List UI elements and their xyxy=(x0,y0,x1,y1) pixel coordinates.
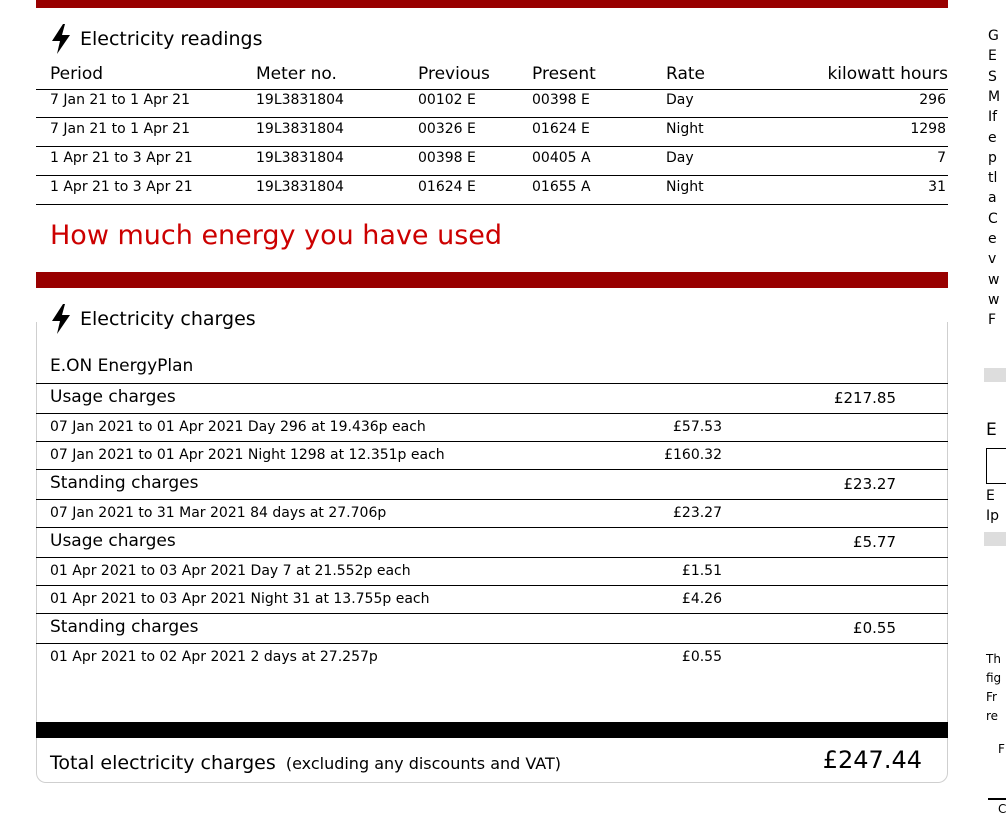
readings-cell: 1 Apr 21 to 3 Apr 21 xyxy=(50,150,193,166)
charges-divider xyxy=(36,441,948,442)
side-text-fragment: re xyxy=(986,709,999,723)
side-text-fragment: Ip xyxy=(986,508,1000,524)
readings-cell: 31 xyxy=(928,179,946,195)
side-text-fragment: E xyxy=(986,488,995,504)
charges-divider xyxy=(36,613,948,614)
charges-divider xyxy=(36,557,948,558)
side-text-fragment: M xyxy=(988,88,1001,105)
charge-group-total: £5.77 xyxy=(853,533,896,551)
charges-divider xyxy=(36,383,948,384)
readings-cell: 19L3831804 xyxy=(256,179,344,195)
readings-cell: Night xyxy=(666,121,704,137)
readings-cell: 01624 E xyxy=(418,179,476,195)
side-text-fragment: F xyxy=(988,312,997,329)
usage-heading: How much energy you have used xyxy=(50,220,503,251)
charges-brand-bar xyxy=(36,272,948,288)
side-text-fragment: F xyxy=(998,742,1005,756)
charge-line-text: 01 Apr 2021 to 02 Apr 2021 2 days at 27.257p xyxy=(50,649,378,665)
charges-divider xyxy=(36,469,948,470)
side-text-fragment: w xyxy=(988,291,1000,308)
charges-divider xyxy=(36,527,948,528)
charge-line-amount: £57.53 xyxy=(673,419,722,435)
lightning-bolt-icon xyxy=(50,24,72,54)
side-grey-bar xyxy=(984,368,1006,382)
side-text-fragment: e xyxy=(988,129,997,146)
side-text-fragment: v xyxy=(988,251,997,268)
side-text-fragment: e xyxy=(988,231,997,247)
charge-line-amount: £1.51 xyxy=(681,563,722,579)
top-brand-bar xyxy=(36,0,948,8)
readings-column-header: Previous xyxy=(418,64,490,84)
side-text-fragment: a xyxy=(988,190,997,207)
total-black-band xyxy=(36,722,948,738)
readings-cell: 00405 A xyxy=(532,150,591,166)
total-label-text: Total electricity charges xyxy=(50,752,276,774)
readings-row-divider xyxy=(36,204,948,205)
readings-cell: 00326 E xyxy=(418,121,476,137)
charges-divider xyxy=(36,499,948,500)
readings-cell: 00102 E xyxy=(418,92,476,108)
readings-cell: Night xyxy=(666,179,704,195)
charge-line-text: 07 Jan 2021 to 01 Apr 2021 Night 1298 at 12.351p each xyxy=(50,447,445,463)
charges-title-text: Electricity charges xyxy=(80,308,256,330)
readings-row-divider xyxy=(36,146,948,147)
charge-group-label: Standing charges xyxy=(50,617,199,637)
charge-group-total: £23.27 xyxy=(843,475,896,493)
readings-cell: 1298 xyxy=(910,121,946,137)
charge-line-text: 01 Apr 2021 to 03 Apr 2021 Night 31 at 13.755p each xyxy=(50,591,430,607)
readings-cell: 19L3831804 xyxy=(256,121,344,137)
side-rule xyxy=(988,798,1006,800)
total-label xyxy=(50,752,561,774)
readings-cell: 01655 A xyxy=(532,179,591,195)
side-grey-bar xyxy=(984,532,1006,546)
side-box-label: E xyxy=(986,420,997,440)
charge-group-label: Usage charges xyxy=(50,387,176,407)
readings-cell: Day xyxy=(666,150,694,166)
side-text-fragment: Th xyxy=(986,652,1001,666)
charge-line-text: 01 Apr 2021 to 03 Apr 2021 Day 7 at 21.552p each xyxy=(50,563,411,579)
side-text-fragment: w xyxy=(988,271,1000,288)
readings-row-divider xyxy=(36,89,948,90)
readings-cell: 19L3831804 xyxy=(256,150,344,166)
side-text-fragment: Fr xyxy=(986,690,997,704)
total-note: (excluding any discounts and VAT) xyxy=(285,754,562,773)
readings-row-divider xyxy=(36,175,948,176)
charges-divider xyxy=(36,413,948,414)
total-amount: £247.44 xyxy=(822,746,922,774)
charge-line-amount: £23.27 xyxy=(673,505,722,521)
charge-line-amount: £160.32 xyxy=(664,447,722,463)
plan-name: E.ON EnergyPlan xyxy=(50,356,194,376)
side-text-fragment: tl xyxy=(988,170,998,187)
charges-divider xyxy=(36,585,948,586)
charge-line-amount: £4.26 xyxy=(681,591,722,607)
side-text-fragment: E xyxy=(988,48,997,65)
readings-title-text: Electricity readings xyxy=(80,28,263,50)
readings-cell: 00398 E xyxy=(418,150,476,166)
charge-line-text: 07 Jan 2021 to 01 Apr 2021 Day 296 at 19.436p each xyxy=(50,419,426,435)
readings-cell: 00398 E xyxy=(532,92,590,108)
side-text-fragment: S xyxy=(988,68,997,85)
charge-group-label: Usage charges xyxy=(50,531,176,551)
readings-column-header: kilowatt hours xyxy=(827,64,948,84)
side-text-fragment: p xyxy=(988,149,997,166)
readings-cell: 19L3831804 xyxy=(256,92,344,108)
readings-row-divider xyxy=(36,117,948,118)
side-text-fragment: If xyxy=(988,109,998,126)
readings-cell: 1 Apr 21 to 3 Apr 21 xyxy=(50,179,193,195)
readings-cell: 7 Jan 21 to 1 Apr 21 xyxy=(50,92,190,108)
charge-group-total: £0.55 xyxy=(853,619,896,637)
charge-group-label: Standing charges xyxy=(50,473,199,493)
readings-cell: Day xyxy=(666,92,694,108)
side-text-fragment: fig xyxy=(986,671,1002,685)
readings-cell: 7 xyxy=(937,150,946,166)
readings-column-header: Present xyxy=(532,64,596,84)
charge-line-text: 07 Jan 2021 to 31 Mar 2021 84 days at 27.706p xyxy=(50,505,387,521)
side-box xyxy=(986,448,1006,484)
readings-cell: 01624 E xyxy=(532,121,590,137)
readings-title xyxy=(50,24,263,54)
readings-cell: 7 Jan 21 to 1 Apr 21 xyxy=(50,121,190,137)
readings-column-header: Period xyxy=(50,64,104,84)
side-text-fragment: G xyxy=(988,28,999,44)
readings-cell: 296 xyxy=(919,92,946,108)
charges-divider xyxy=(36,643,948,644)
charge-line-amount: £0.55 xyxy=(681,649,722,665)
readings-column-header: Rate xyxy=(666,64,705,84)
lightning-bolt-icon xyxy=(50,304,72,334)
readings-column-header: Meter no. xyxy=(256,64,337,84)
charges-title xyxy=(50,304,256,334)
side-text-fragment: C xyxy=(988,210,998,227)
charge-group-total: £217.85 xyxy=(833,389,896,407)
side-text-fragment: C xyxy=(998,802,1006,816)
